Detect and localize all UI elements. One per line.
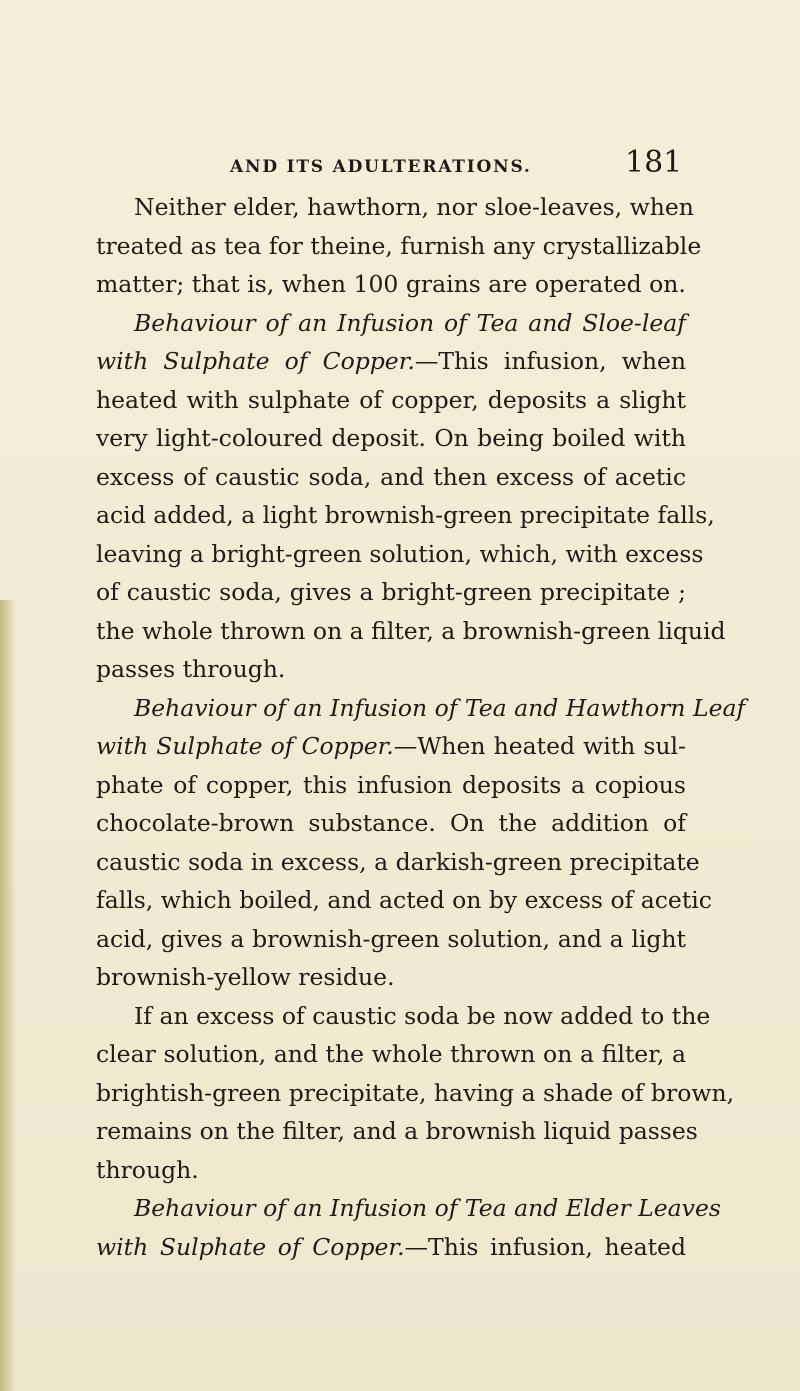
text-segment: passes through. xyxy=(96,655,286,683)
text-line xyxy=(96,1189,721,1228)
text-segment: Neither elder, hawthorn, nor sloe-leaves, when xyxy=(134,193,694,221)
text-line xyxy=(96,265,686,304)
running-title: AND ITS ADULTERATIONS. xyxy=(230,157,532,177)
running-head xyxy=(230,145,683,185)
text-segment: acid added, a light brownish-green precipitate falls, xyxy=(96,501,715,529)
text-line xyxy=(96,1228,686,1267)
text-segment: excess of caustic soda, and then excess of acetic xyxy=(96,462,686,491)
text-line xyxy=(96,419,686,458)
italic-heading-segment: with Sulphate of Copper. xyxy=(96,732,394,760)
text-segment: of caustic soda, gives a bright-green precipitate ; xyxy=(96,578,686,606)
text-line xyxy=(96,1151,686,1190)
text-line xyxy=(96,958,686,997)
text-line xyxy=(96,304,686,343)
text-segment: matter; that is, when 100 grains are operated on. xyxy=(96,270,686,298)
text-line xyxy=(96,342,686,381)
text-line xyxy=(96,997,711,1036)
text-line xyxy=(96,843,700,882)
italic-heading-segment: Behaviour of an Infusion of Tea and Elder Leaves xyxy=(134,1194,721,1222)
text-line xyxy=(96,496,715,535)
text-segment: the whole thrown on a filter, a brownish-green liquid xyxy=(96,616,726,645)
text-segment: through. xyxy=(96,1155,199,1184)
text-segment: —This infusion, when xyxy=(414,347,686,375)
text-line xyxy=(96,381,686,420)
text-line xyxy=(96,458,686,497)
text-segment: treated as tea for theine, furnish any crystallizable xyxy=(96,231,702,260)
italic-heading-segment: Behaviour of an Infusion of Tea and Sloe-leaf xyxy=(134,308,686,337)
text-line xyxy=(96,920,686,959)
text-line xyxy=(96,1074,735,1113)
text-line xyxy=(96,881,712,920)
text-line xyxy=(96,650,686,689)
text-segment: —This infusion, heated xyxy=(404,1232,686,1261)
text-line xyxy=(96,766,686,805)
text-segment: caustic soda in excess, a darkish-green precipitate xyxy=(96,847,700,876)
text-segment: chocolate-brown substance. On the addition of xyxy=(96,809,686,837)
text-segment: leaving a bright-green solution, which, with excess xyxy=(96,539,704,568)
text-segment: phate of copper, this infusion deposits a copious xyxy=(96,770,686,799)
text-segment: remains on the filter, and a brownish liquid passes xyxy=(96,1117,698,1145)
italic-heading-segment: Behaviour of an Infusion of Tea and Hawthorn Leaf xyxy=(134,693,746,722)
text-line xyxy=(96,227,702,266)
text-segment: brownish-yellow residue. xyxy=(96,963,395,991)
text-segment: very light-coloured deposit. On being boiled with xyxy=(96,424,686,452)
text-line xyxy=(96,535,704,574)
italic-heading-segment: with Sulphate of Copper. xyxy=(96,347,415,375)
text-line xyxy=(96,804,686,843)
text-line xyxy=(96,689,746,728)
text-segment: —When heated with sul- xyxy=(393,732,686,760)
italic-heading-segment: with Sulphate of Copper. xyxy=(96,1232,405,1261)
text-line xyxy=(96,1112,698,1151)
text-line xyxy=(96,573,686,612)
text-line xyxy=(96,1035,686,1074)
body-text xyxy=(96,188,746,1266)
text-segment: acid, gives a brownish-green solution, and a light xyxy=(96,924,686,953)
text-segment: clear solution, and the whole thrown on a filter, a xyxy=(96,1040,686,1068)
page-number: 181 xyxy=(625,145,683,180)
page-binding-edge xyxy=(0,600,16,1391)
text-segment: falls, which boiled, and acted on by excess of acetic xyxy=(96,886,712,914)
text-segment: brightish-green precipitate, having a shade of brown, xyxy=(96,1078,735,1107)
text-segment: If an excess of caustic soda be now added to the xyxy=(134,1001,711,1030)
text-line xyxy=(96,188,694,227)
text-line xyxy=(96,612,726,651)
text-line xyxy=(96,727,686,766)
text-segment: heated with sulphate of copper, deposits a slight xyxy=(96,385,686,414)
